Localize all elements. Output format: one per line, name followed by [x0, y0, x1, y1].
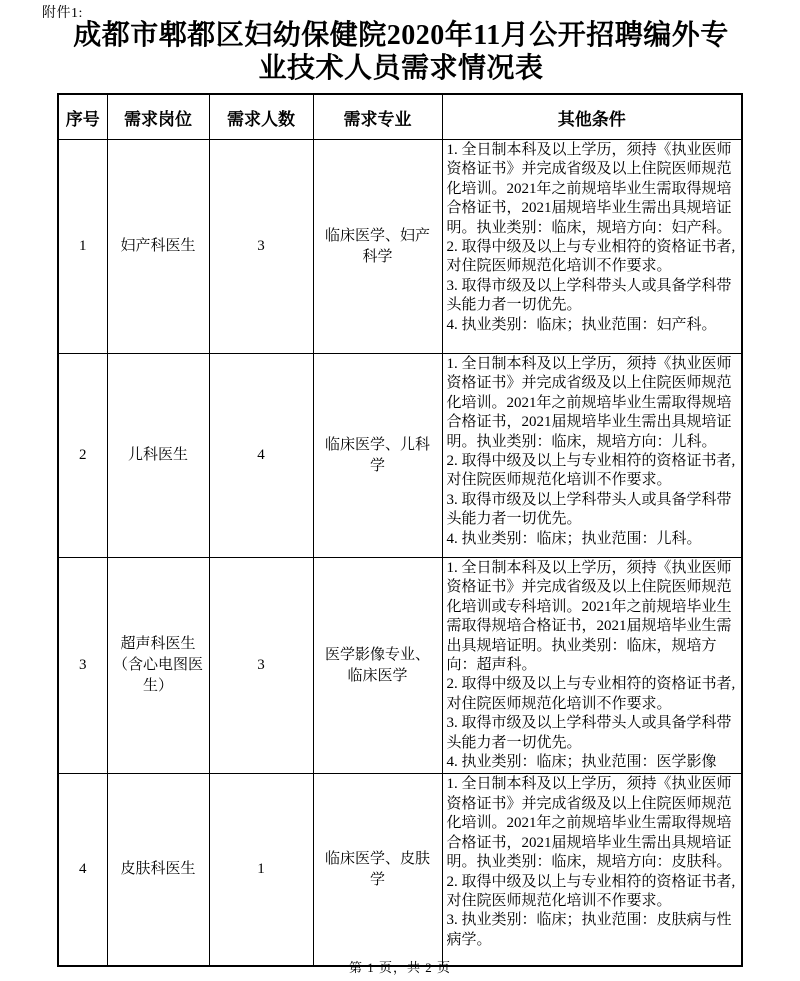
demand-table	[57, 93, 743, 967]
attachment-label: 附件1:	[42, 6, 83, 21]
condition-item: 4. 执业类别：临床；执业范围：医学影像	[446, 754, 717, 771]
column-header-conditions: 其他条件	[442, 94, 742, 140]
cell-serial: 4	[58, 774, 107, 966]
condition-item: 1. 全日制本科及以上学历，须持《执业医师资格证书》并完成省级及以上住院医师规范化培训或专科培训。2021年之前规培毕业生需取得规培合格证书，2021届规培毕业生需出具规培证明。执业类别：临床，规培方向：超声科。	[446, 560, 732, 674]
cell-serial: 3	[58, 558, 107, 774]
cell-conditions	[442, 558, 742, 774]
cell-major: 临床医学、儿科学	[313, 354, 442, 558]
cell-position: 儿科医生	[107, 354, 209, 558]
condition-item: 3. 执业类别：临床；执业范围：皮肤病与性病学。	[446, 912, 732, 948]
table-header-row	[58, 94, 742, 140]
condition-item: 1. 全日制本科及以上学历，须持《执业医师资格证书》并完成省级及以上住院医师规范化培训。2021年之前规培毕业生需取得规培合格证书，2021届规培毕业生需出具规培证明。执业类别：临床，规培方向：儿科。	[446, 356, 732, 450]
cell-conditions	[442, 140, 742, 354]
condition-item: 2. 取得中级及以上与专业相符的资格证书者,对住院医师规范化培训不作要求。	[446, 676, 736, 712]
column-header-serial: 序号	[58, 94, 107, 140]
cell-major: 医学影像专业、临床医学	[313, 558, 442, 774]
table-row	[58, 774, 742, 966]
condition-item: 2. 取得中级及以上与专业相符的资格证书者,对住院医师规范化培训不作要求。	[446, 239, 736, 275]
condition-item: 4. 执业类别：临床；执业范围：儿科。	[446, 530, 702, 547]
cell-position: 皮肤科医生	[107, 774, 209, 966]
cell-count: 1	[209, 774, 313, 966]
condition-item: 3. 取得市级及以上学科带头人或具备学科带头能力者一切优先。	[446, 715, 732, 751]
page-title: 成都市郫都区妇幼保健院2020年11月公开招聘编外专业技术人员需求情况表	[73, 20, 729, 84]
cell-conditions	[442, 354, 742, 558]
cell-position: 超声科医生（含心电图医生）	[107, 558, 209, 774]
table-row	[58, 558, 742, 774]
cell-count: 4	[209, 354, 313, 558]
cell-position: 妇产科医生	[107, 140, 209, 354]
column-header-position: 需求岗位	[107, 94, 209, 140]
cell-conditions	[442, 774, 742, 966]
condition-item: 2. 取得中级及以上与专业相符的资格证书者,对住院医师规范化培训不作要求。	[446, 453, 736, 489]
cell-major: 临床医学、皮肤学	[313, 774, 442, 966]
column-header-count: 需求人数	[209, 94, 313, 140]
condition-item: 3. 取得市级及以上学科带头人或具备学科带头能力者一切优先。	[446, 491, 732, 528]
condition-item: 3. 取得市级及以上学科带头人或具备学科带头能力者一切优先。	[446, 277, 732, 314]
cell-major: 临床医学、妇产科学	[313, 140, 442, 354]
cell-serial: 2	[58, 354, 107, 558]
cell-count: 3	[209, 558, 313, 774]
condition-item: 1. 全日制本科及以上学历，须持《执业医师资格证书》并完成省级及以上住院医师规范化培训。2021年之前规培毕业生需取得规培合格证书，2021届规培毕业生需出具规培证明。执业类别：临床，规培方向：妇产科。	[446, 142, 732, 236]
cell-serial: 1	[58, 140, 107, 354]
page-number-footer: 第 1 页，共 2 页	[348, 960, 451, 975]
condition-item: 4. 执业类别：临床；执业范围：妇产科。	[446, 316, 717, 333]
table-row	[58, 140, 742, 354]
cell-count: 3	[209, 140, 313, 354]
table-row	[58, 354, 742, 558]
condition-item: 2. 取得中级及以上与专业相符的资格证书者,对住院医师规范化培训不作要求。	[446, 873, 736, 909]
column-header-major: 需求专业	[313, 94, 442, 140]
condition-item: 1. 全日制本科及以上学历，须持《执业医师资格证书》并完成省级及以上住院医师规范化培训。2021年之前规培毕业生需取得规培合格证书，2021届规培毕业生需出具规培证明。执业类别：临床，规培方向：皮肤科。	[446, 776, 732, 871]
